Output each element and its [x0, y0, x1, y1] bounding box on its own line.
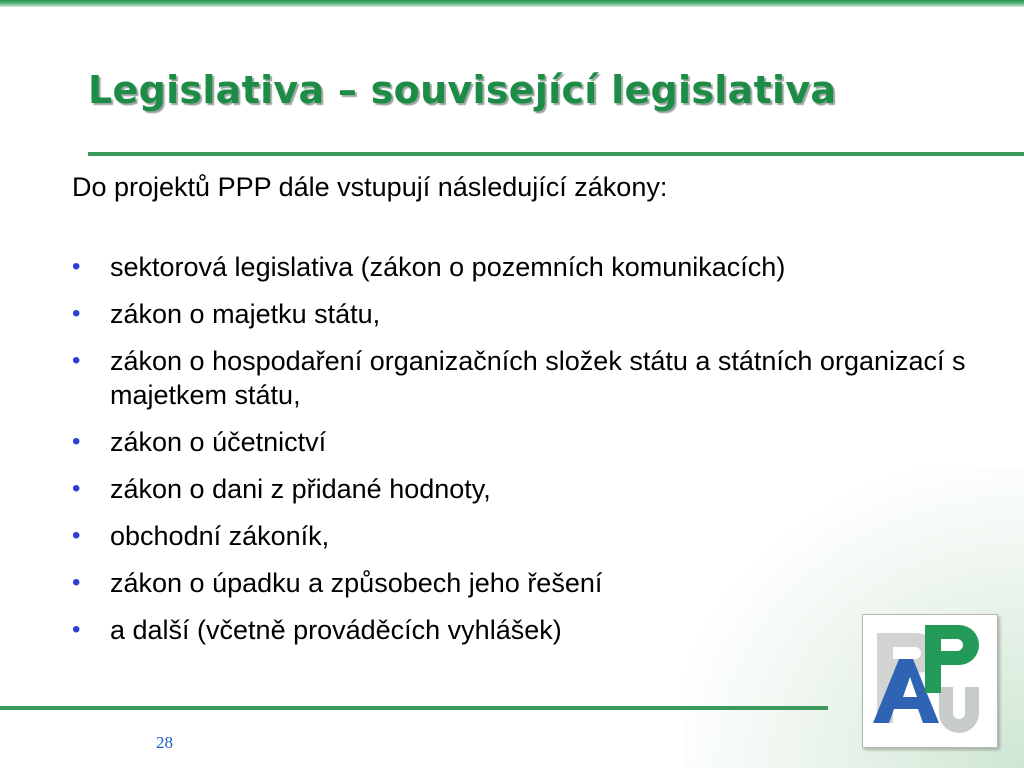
list-item — [72, 250, 972, 284]
list-item — [72, 297, 972, 331]
bullet-text: sektorová legislativa (zákon o pozemních komunikacích) — [110, 252, 786, 282]
intro-text: Do projektů PPP dále vstupují následující zákony: — [72, 172, 668, 202]
bullet-icon: • — [72, 569, 81, 596]
bullet-text: zákon o úpadku a způsobech jeho řešení — [110, 568, 603, 598]
slide-content — [72, 170, 972, 660]
bullet-text: obchodní zákoník, — [110, 521, 330, 551]
title-underline — [88, 152, 1024, 156]
bullet-icon: • — [72, 475, 81, 502]
bullet-icon: • — [72, 300, 81, 327]
bullet-text: zákon o účetnictví — [110, 427, 327, 457]
bullet-text: zákon o dani z přidané hodnoty, — [110, 474, 491, 504]
page-number: 28 — [156, 733, 173, 752]
bullet-icon: • — [72, 428, 81, 455]
footer-rule — [0, 706, 828, 710]
bullet-text: zákon o hospodaření organizačních složek státu a státních organizací s majetkem státu, — [110, 346, 966, 410]
bullet-icon: • — [72, 347, 81, 374]
ppp-logo-icon — [863, 615, 997, 747]
list-item — [72, 472, 972, 506]
list-item — [72, 425, 972, 459]
bullet-list — [72, 250, 972, 647]
bullet-text: zákon o majetku státu, — [110, 299, 381, 329]
list-item — [72, 519, 972, 553]
top-accent-bar — [0, 0, 1024, 7]
ppp-logo — [862, 614, 998, 748]
slide-title: Legislativa – související legislativa — [88, 68, 837, 112]
list-item — [72, 344, 972, 412]
list-item — [72, 566, 972, 600]
bullet-icon: • — [72, 522, 81, 549]
bullet-icon: • — [72, 253, 81, 280]
bullet-text: a další (včetně prováděcích vyhlášek) — [110, 615, 562, 645]
bullet-icon: • — [72, 616, 81, 643]
list-item — [72, 613, 972, 647]
